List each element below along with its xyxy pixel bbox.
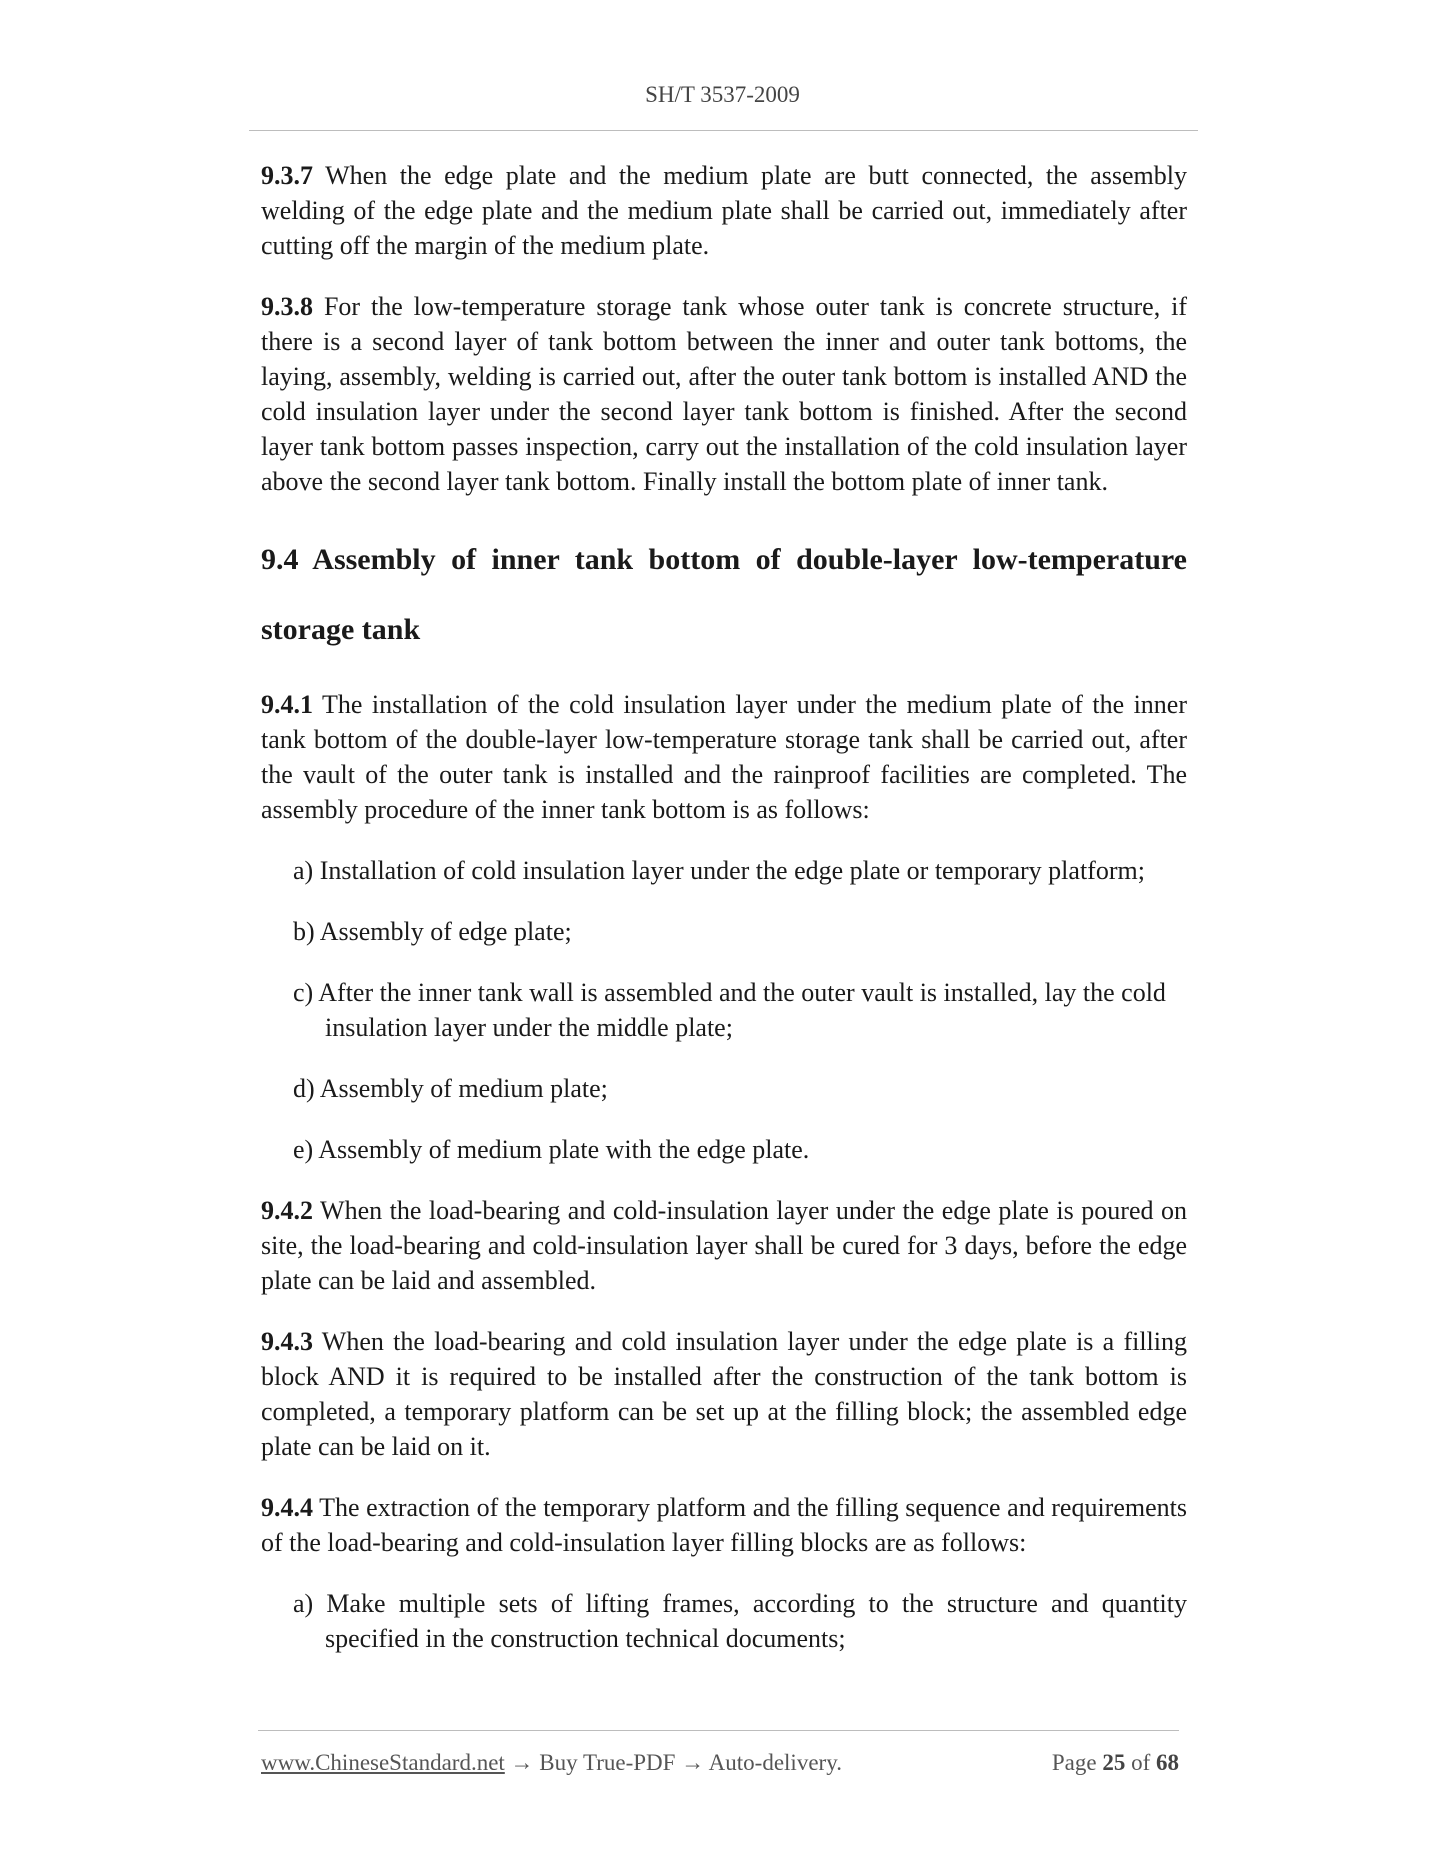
clause-number: 9.3.7 [261, 161, 313, 190]
footer-divider [258, 1730, 1179, 1731]
clause-9-4-2 [261, 1193, 1187, 1298]
list-item: b) Assembly of edge plate; [293, 917, 572, 946]
clause-text: The extraction of the temporary platform and the filling sequence and requirements of the load-bearing and cold-insulation layer filling blocks are as follows: [261, 1493, 1187, 1557]
auto-delivery-text: Auto-delivery. [708, 1750, 842, 1775]
list-item: c) After the inner tank wall is assembled and the outer vault is installed, lay the cold insulation layer under the middle plate; [293, 978, 1166, 1042]
clause-number: 9.4.3 [261, 1327, 313, 1356]
list-item: e) Assembly of medium plate with the edge plate. [293, 1135, 810, 1164]
list-item: a) Installation of cold insulation layer under the edge plate or temporary platform; [293, 856, 1145, 885]
page-label: Page [1051, 1750, 1097, 1775]
buy-true-pdf-text: Buy True-PDF [539, 1750, 676, 1775]
clause-text: For the low-temperature storage tank whose outer tank is concrete structure, if there is a second layer of tank bottom between the inner and outer tank bottoms, the laying, assembly, welding is carried out, after the outer tank bottom is installed AND the cold insulation layer under the second layer tank bottom is finished. After the second layer tank bottom passes inspection, carry out the installation of the cold insulation layer above the second layer tank bottom. Finally install the bottom plate of inner tank. [261, 292, 1187, 496]
clause-number: 9.4.4 [261, 1493, 313, 1522]
list-item: d) Assembly of medium plate; [293, 1074, 608, 1103]
clause-text: When the load-bearing and cold insulation layer under the edge plate is a filling block AND it is required to be installed after the construction of the tank bottom is completed, a temporary platform can be set up at the filling block; the assembled edge plate can be laid on it. [261, 1327, 1187, 1461]
page-total: 68 [1156, 1750, 1179, 1775]
clause-text: When the load-bearing and cold-insulation layer under the edge plate is poured on site, the load-bearing and cold-insulation layer shall be cured for 3 days, before the edge plate can be laid and assembled. [261, 1196, 1187, 1295]
clause-text: When the edge plate and the medium plate are butt connected, the assembly welding of the edge plate and the medium plate shall be carried out, immediately after cutting off the margin of the medium plate. [261, 161, 1188, 260]
clause-9-4-1 [261, 687, 1187, 827]
clause-number: 9.4.2 [261, 1196, 313, 1225]
clause-text: The installation of the cold insulation layer under the medium plate of the inner tank bottom of the double-layer low-temperature storage tank shall be carried out, after the vault of the outer tank is installed and the rainproof facilities are completed. The assembly procedure of the inner tank bottom is as follows: [261, 690, 1187, 824]
page-number [1052, 1750, 1179, 1776]
list-item: a) Make multiple sets of lifting frames, according to the structure and quantity specified in the construction technical documents; [293, 1589, 1187, 1653]
clause-9-3-8 [261, 289, 1187, 499]
page-of: of [1131, 1750, 1151, 1775]
page-current: 25 [1102, 1750, 1126, 1775]
clause-number: 9.4.1 [261, 690, 313, 719]
clause-number: 9.3.8 [261, 292, 313, 321]
arrow-right-icon: → [510, 1750, 534, 1775]
clause-9-3-7 [261, 158, 1187, 263]
arrow-right-icon: → [681, 1750, 705, 1775]
footer-purchase-line [261, 1750, 842, 1776]
website-link[interactable]: www.ChineseStandard.net [261, 1750, 505, 1775]
doc-header-id: SH/T 3537-2009 [645, 82, 800, 107]
clause-9-4-3 [261, 1324, 1187, 1464]
clause-9-4-4 [261, 1490, 1187, 1560]
page-content [261, 158, 1187, 1682]
header-divider [249, 130, 1198, 131]
section-heading-9-4: 9.4 Assembly of inner tank bottom of double-layer low-temperature storage tank [261, 543, 1187, 646]
